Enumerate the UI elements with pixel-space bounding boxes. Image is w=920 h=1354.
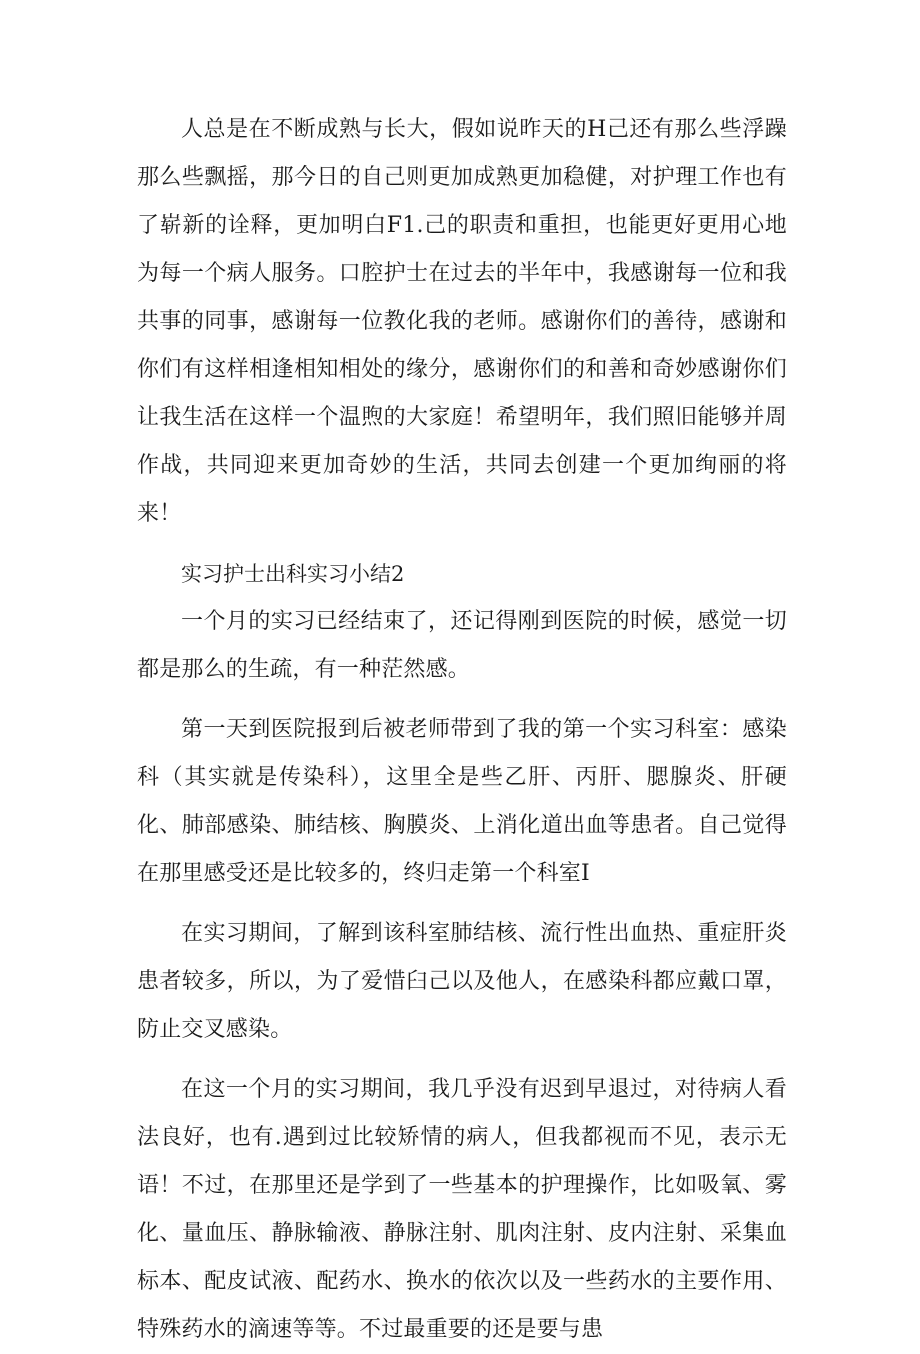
paragraph-2: 一个月的实习已经结束了，还记得刚到医院的时候，感觉一切都是那么的生疏，有一种茫然感。 — [137, 609, 787, 682]
paragraph-3: 第一天到医院报到后被老师带到了我的第一个实习科室：感染科（其实就是传染科），这里全是些乙肝、丙肝、腮腺炎、肝硬化、肺部感染、肺结核、胸膜炎、上消化道出血等患者。自己觉得在那里感受还是比较多的，终归走第一个科室I — [137, 717, 787, 886]
paragraph-4: 在实习期间，了解到该科室肺结核、流行性出血热、重症肝炎患者较多，所以，为了爱惜臼己以及他人，在感染科都应戴口罩，防止交叉感染。 — [137, 921, 787, 1042]
paragraph-1: 人总是在不断成熟与长大，假如说昨天的H己还有那么些浮躁那么些飘摇，那今日的自己则更加成熟更加稳健，对护理工作也有了崭新的诠释，更加明白F1.己的职责和重担，也能更好更用心地为每一个病人服务。口腔护士在过去的半年中，我感谢每一位和我共事的同事，感谢每一位教化我的老师。感谢你们的善待，感谢和你们有这样相逢相知相处的缘分，感谢你们的和善和奇妙感谢你们让我生活在这样一个温煦的大家庭！希望明年，我们照旧能够并周作战，共同迎来更加奇妙的生活，共同去创建一个更加绚丽的将来！ — [137, 117, 787, 526]
paragraph-5: 在这一个月的实习期间，我几乎没有迟到早退过，对待病人看法良好，也有.遇到过比较矫情的病人，但我都视而不见，表示无语！不过，在那里还是学到了一些基本的护理操作，比如吸氧、雾化、量血压、静脉输液、静脉注射、肌肉注射、皮内注射、采集血标本、配皮试液、配药水、换水的依次以及一些药水的主要作用、特殊药水的滴速等等。不过最重要的还是要与患 — [137, 1077, 787, 1342]
document-page — [137, 106, 787, 1354]
section-heading: 实习护士出科实习小结2 — [181, 562, 405, 586]
